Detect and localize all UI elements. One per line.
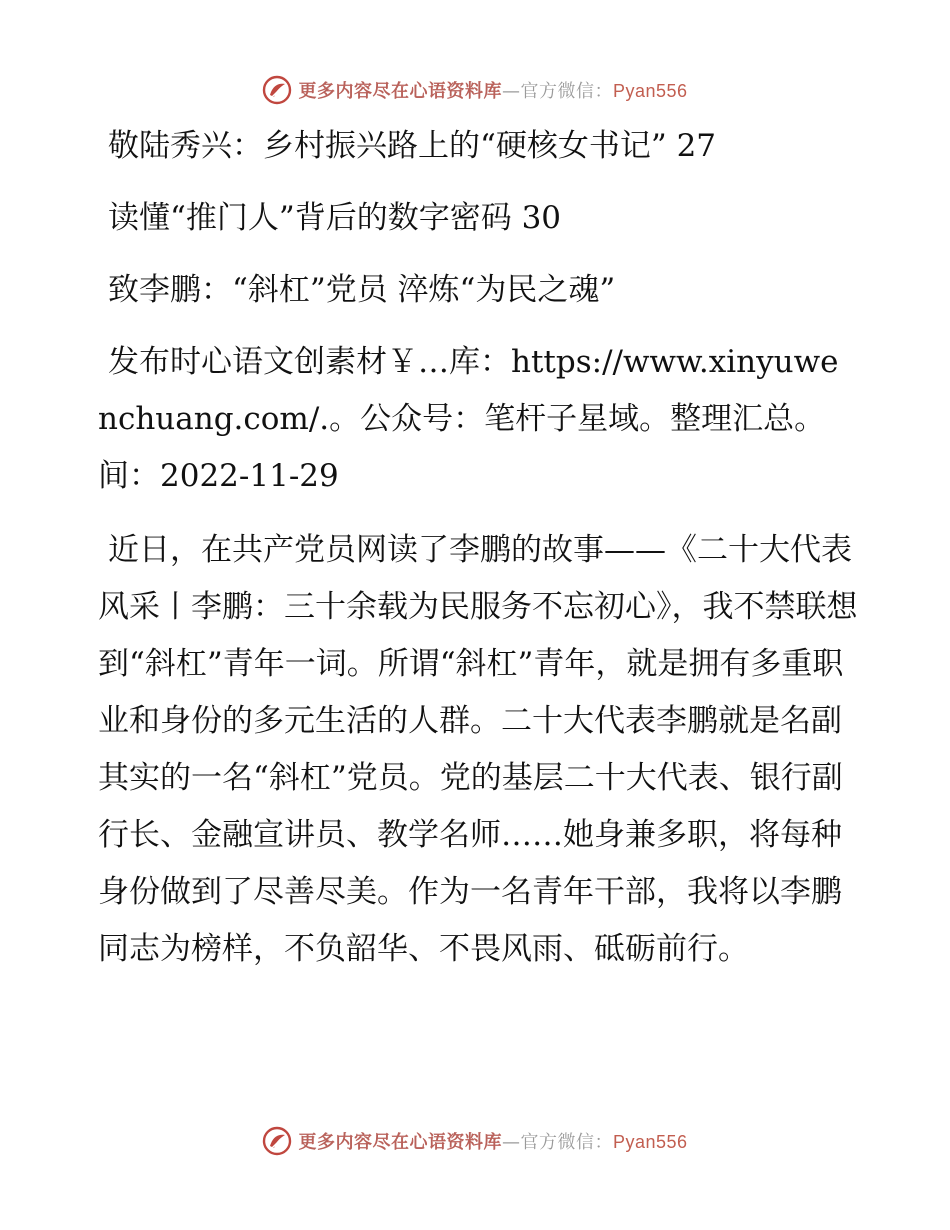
footer-banner xyxy=(0,1121,950,1161)
article-paragraph: 近日，在共产党员网读了李鹏的故事——《二十大代表风采丨李鹏：三十余载为民服务不忘初心》，我不禁联想到“斜杠”青年一词。所谓“斜杠”青年，就是拥有多重职业和身份的多元生活的人群。二十大代表李鹏就是名副其实的一名“斜杠”党员。党的基层二十大代表、银行副行长、金融宣讲员、教学名师……她身兼多职，将每种身份做到了尽善尽美。作为一名青年干部，我将以李鹏同志为榜样，不负韶华、不畏风雨、砥砺前行。 xyxy=(98,532,858,967)
toc-entry-2-title: 读懂“推门人”背后的数字密码 xyxy=(108,200,512,236)
toc-entry-2-page: 30 xyxy=(521,200,562,236)
source-note: 发布时心语文创素材￥…库：https://www.xinyuwenchuang.com/.。公众号：笔杆子星域。整理汇总。间：2022-11-29 xyxy=(98,344,839,494)
brand-logo-icon xyxy=(262,1126,292,1156)
header-wechat-label: 官方微信： xyxy=(520,81,613,102)
toc-entry-1-title: 敬陆秀兴：乡村振兴路上的“硬核女书记” xyxy=(108,128,667,164)
footer-wechat-label: 官方微信： xyxy=(520,1132,613,1153)
toc-entry-1 xyxy=(98,118,858,175)
document-body xyxy=(98,118,858,978)
footer-brand-text: 更多内容尽在心语资料库 xyxy=(298,1132,502,1153)
header-banner xyxy=(0,70,950,110)
brand-logo-icon xyxy=(262,75,292,105)
header-separator: — xyxy=(501,81,521,102)
toc-entry-3-title: 致李鹏：“斜杠”党员 淬炼“为民之魂” xyxy=(108,272,616,308)
toc-entry-1-page: 27 xyxy=(676,128,717,164)
header-brand-text: 更多内容尽在心语资料库 xyxy=(298,81,502,102)
toc-entry-3 xyxy=(98,262,858,319)
header-wechat-id: Pyan556 xyxy=(612,81,688,101)
footer-wechat-id: Pyan556 xyxy=(612,1132,688,1152)
footer-separator: — xyxy=(501,1132,521,1153)
toc-entry-2 xyxy=(98,190,858,247)
